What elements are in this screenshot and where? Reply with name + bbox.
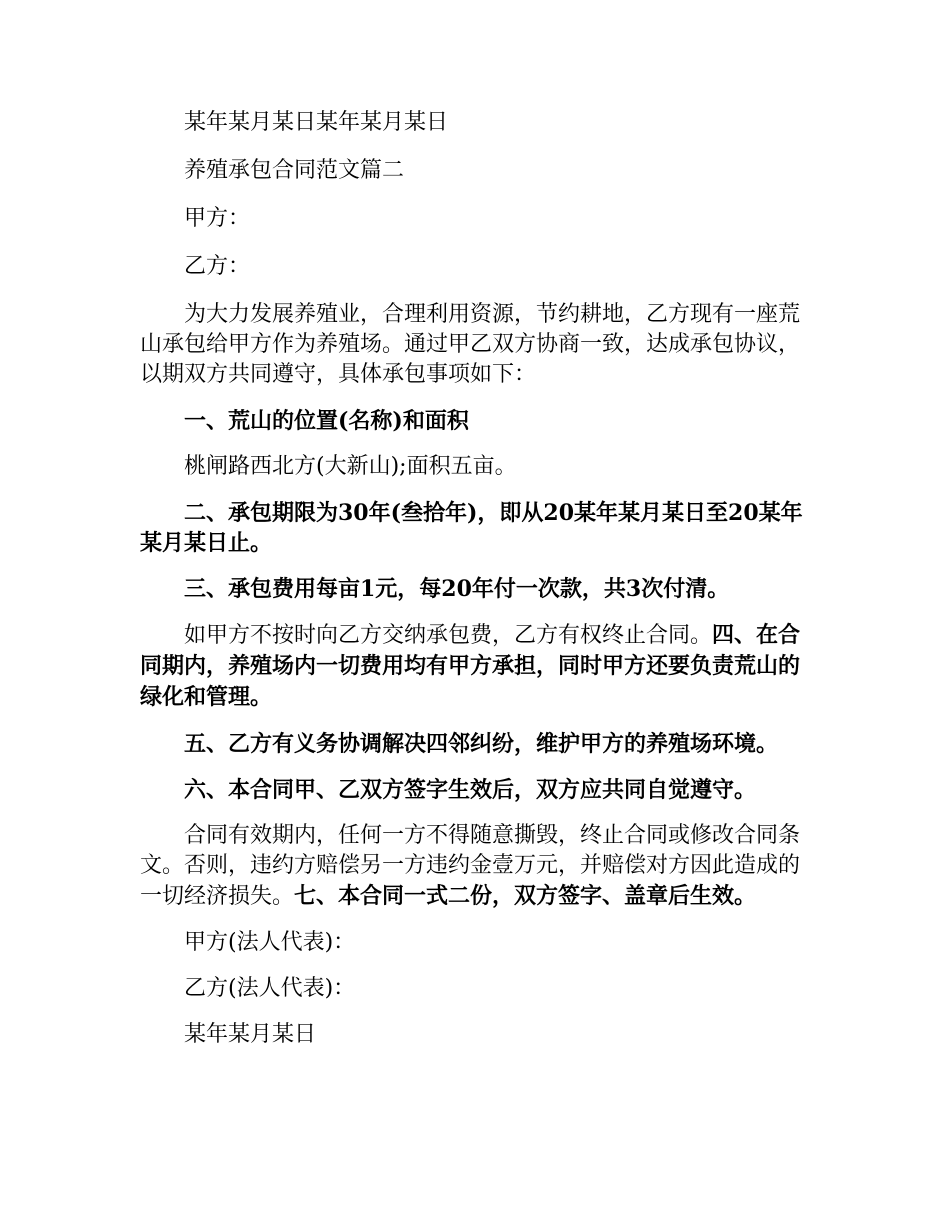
date-line: 某年某月某日某年某月某日 bbox=[184, 110, 449, 135]
intro-paragraph: 为大力发展养殖业，合理利用资源，节约耕地，乙方现有一座荒山承包给甲方作为养殖场。通过甲乙双方协商一致，达成承包协议，以期双方共同遵守，具体承包事项如下： bbox=[140, 302, 801, 387]
clause-1-heading: 一、荒山的位置(名称)和面积 bbox=[184, 408, 469, 434]
clause-5: 五、乙方有义务协调解决四邻纠纷，维护甲方的养殖场环境。 bbox=[184, 731, 779, 757]
signature-party-a: 甲方(法人代表)： bbox=[184, 930, 356, 955]
signature-party-b: 乙方(法人代表)： bbox=[184, 976, 356, 1001]
clause-4: 四、在合同期内，养殖场内一切费用均有甲方承担，同时甲方还要负责荒山的绿化和管理。 bbox=[140, 622, 801, 710]
clause-6-note: 合同有效期内，任何一方不得随意撕毁，终止合同或修改合同条文。否则，违约方赔偿另一方违约金壹万元，并赔偿对方因此造成的一切经济损失。 bbox=[140, 823, 801, 909]
party-b-line: 乙方： bbox=[184, 254, 251, 279]
clause-1-body: 桃闸路西北方(大新山);面积五亩。 bbox=[184, 454, 517, 479]
clause-2: 二、承包期限为30年(叁拾年)，即从20某年某月某日至20某年某月某日止。 bbox=[140, 500, 803, 556]
clause-7: 七、本合同一式二份，双方签字、盖章后生效。 bbox=[294, 883, 757, 909]
contract-page bbox=[140, 108, 820, 1050]
clause-3: 三、承包费用每亩1元，每20年付一次款，共3次付清。 bbox=[184, 576, 730, 602]
clause-3-note-and-clause-4 bbox=[140, 620, 820, 713]
signature-date: 某年某月某日 bbox=[184, 1022, 317, 1047]
clause-3-note: 如甲方不按时向乙方交纳承包费，乙方有权终止合同。 bbox=[184, 623, 713, 648]
clause-6-note-and-clause-7 bbox=[140, 821, 820, 912]
document-title: 养殖承包合同范文篇二 bbox=[184, 158, 405, 183]
clause-6: 六、本合同甲、乙双方签字生效后，双方应共同自觉遵守。 bbox=[184, 777, 757, 803]
party-a-line: 甲方： bbox=[184, 206, 251, 231]
